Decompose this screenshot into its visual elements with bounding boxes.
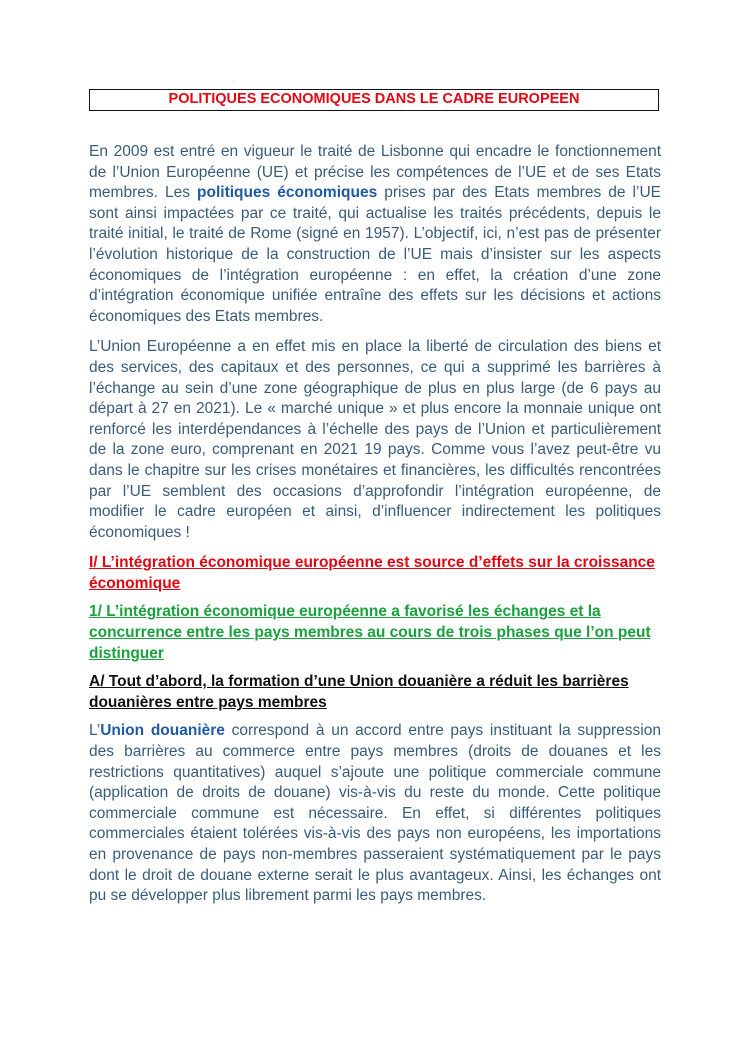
sub-subsection-heading-a: A/ Tout d’abord, la formation d’une Union douanière a réduit les barrières douanières entre pays membres [89, 673, 629, 711]
intro-bold-term: politiques économiques [197, 184, 378, 202]
section-heading-1: I/ L’intégration économique européenne est source d’effets sur la croissance économique [89, 554, 655, 592]
document-body [89, 142, 661, 917]
union-douaniere-paragraph [89, 721, 661, 906]
union-bold-term: Union douanière [100, 722, 225, 740]
intro-paragraph-2: L’Union Européenne a en effet mis en place la liberté de circulation des biens et des services, des capitaux et des personnes, ce qui a supprimé les barrières à l’échange au sein d’une zone géographique de plus en plus large (de 6 pays au départ à 27 en 2021). Le « marché unique » et plus encore la monnaie unique ont renforcé les interdépendances à l’échelle des pays de l’Union et particulièrement de la zone euro, comprenant en 2021 19 pays. Comme vous l’avez peut-être vu dans le chapitre sur les crises monétaires et financières, les difficultés rencontrées par l’UE semblent des occasions d’approfondir l’intégration européenne, de modifier le cadre européen et ainsi, d’influencer indirectement les politiques économiques ! [89, 338, 661, 541]
union-text-b: correspond à un accord entre pays instituant la suppression des barrières au commerce entre pays membres (droits de douanes et les restrictions quantitatives) auquel s’ajoute une politique commerciale commune (application de droits de douane) vis-à-vis du reste du monde. Cette politique commerciale commune est nécessaire. En effet, si différentes politiques commerciales étaient tolérées vis-à-vis des pays non européens, les importations en provenance de pays non-membres passeraient systématiquement par le pays dont le droit de douane externe serait le plus avantageux. Ainsi, les échanges ont pu se développer plus librement parmi les pays membres. [89, 722, 661, 905]
subsection-heading-1: 1/ L’intégration économique européenne a favorisé les échanges et la concurrence entre les pays membres au cours de trois phases que l’on peut distinguer [89, 603, 651, 662]
intro-paragraph-1 [89, 142, 661, 327]
union-text-a: L’ [89, 722, 101, 740]
document-title: POLITIQUES ECONOMIQUES DANS LE CADRE EUROPEEN [89, 89, 659, 111]
intro-text-1a: En 2009 est entré en vigueur le traité de Lisbonne qui encadre le fonctionnement de l’Union Européenne (UE) et précise les compétences de l’UE et de ses Etats membres. Les [89, 143, 661, 202]
intro-text-1b: prises par des Etats membres de l’UE sont ainsi impactées par ce traité, qui actualise les traités précédents, depuis le traité initial, le traité de Rome (signé en 1957). L’objectif, ici, n’est pas de présenter l’évolution historique de la construction de l’UE mais d’insister sur les aspects économiques de l’intégration européenne : en effet, la création d’une zone d’intégration économique unifiée entraîne des effets sur les décisions et actions économiques des Etats membres. [89, 184, 661, 325]
